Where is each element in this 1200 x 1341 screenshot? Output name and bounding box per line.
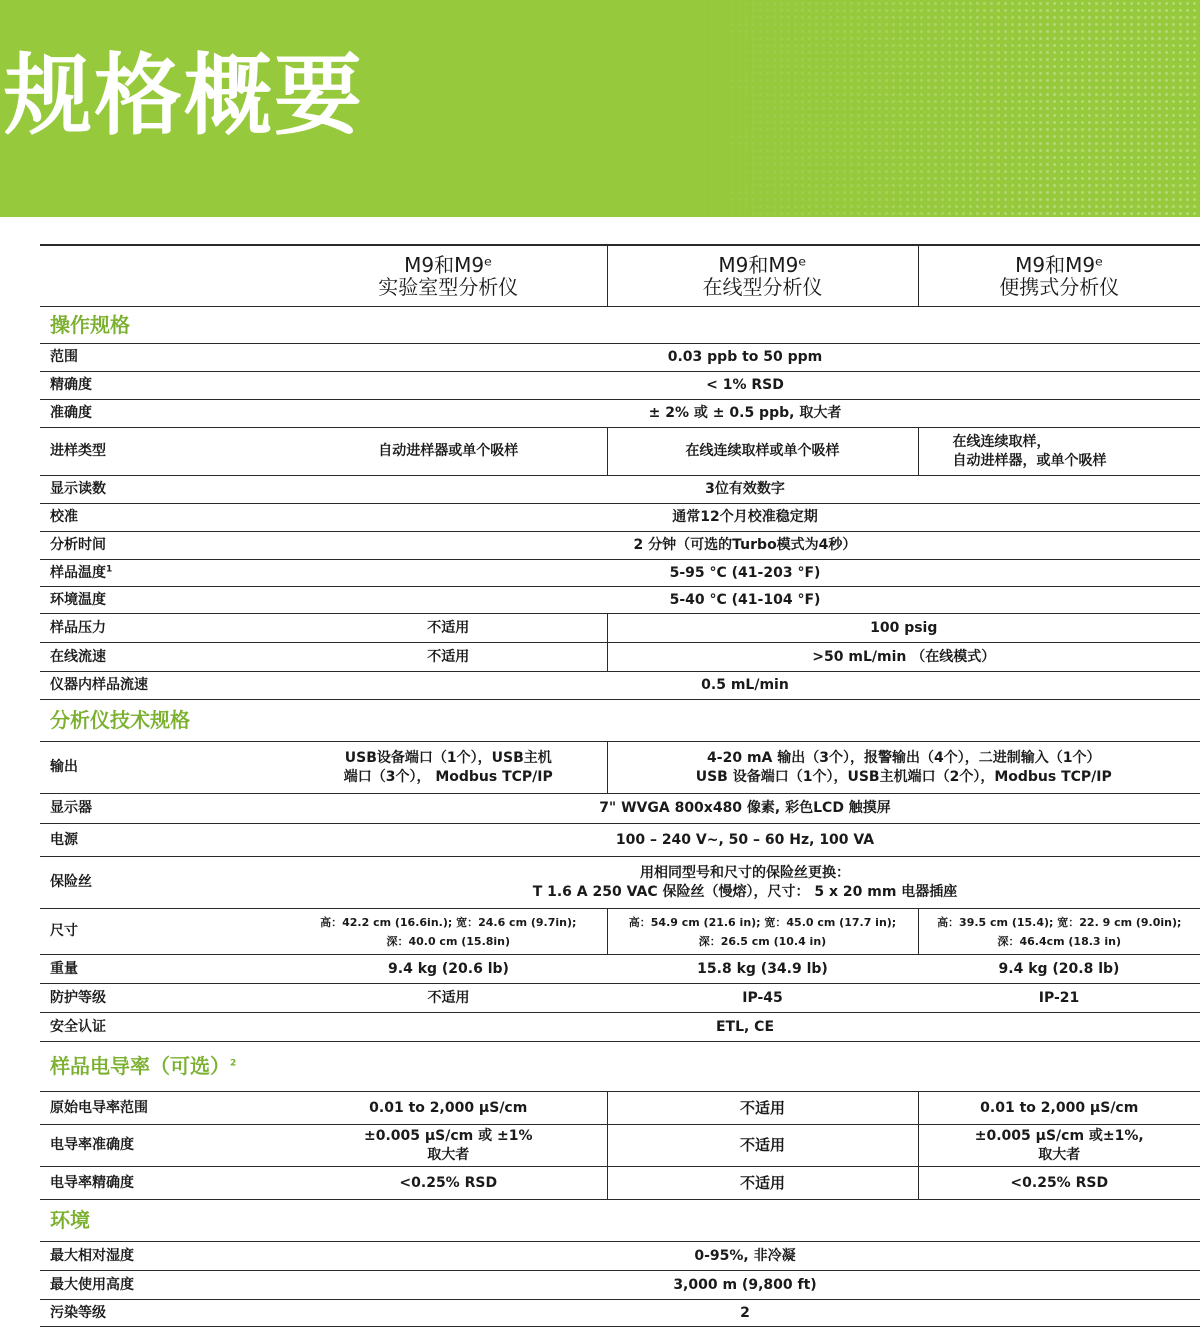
cell-online-portable: 100 psig	[607, 614, 1200, 643]
row-value: 5-40 °C (41-104 °F)	[290, 587, 1200, 614]
cell-portable-line2: 自动进样器，或单个吸样	[952, 452, 1107, 469]
table-row	[40, 476, 1200, 504]
header-portable	[918, 245, 1200, 307]
row-label: 最大相对湿度	[40, 1242, 290, 1271]
cell-online: 不适用	[607, 1125, 918, 1167]
table-row	[40, 532, 1200, 560]
cell-portable	[918, 909, 1200, 955]
cell-lab: 自动进样器或单个吸样	[290, 428, 607, 476]
cell-portable: <0.25% RSD	[918, 1167, 1200, 1200]
cell-portable-line1: 在线连续取样，	[952, 433, 1051, 450]
row-label: 显示读数	[40, 476, 290, 504]
row-value: 通常12个月校准稳定期	[290, 504, 1200, 532]
table-row	[40, 1125, 1200, 1167]
table-row	[40, 587, 1200, 614]
row-value: ETL, CE	[290, 1013, 1200, 1042]
table-row	[40, 372, 1200, 400]
cell-online: 15.8 kg (34.9 lb)	[607, 955, 918, 984]
cell-portable: 0.01 to 2,000 µS/cm	[918, 1092, 1200, 1125]
row-label: 安全认证	[40, 1013, 290, 1042]
cell-portable-line2: 取大者	[1038, 1146, 1081, 1163]
row-value	[290, 857, 1200, 909]
page-title: 规格概要	[4, 44, 365, 147]
section-title-conductivity	[40, 1042, 1200, 1092]
cell-lab: 不适用	[290, 643, 607, 672]
header-lab	[290, 245, 607, 307]
row-label: 电导率准确度	[40, 1125, 290, 1167]
table-row	[40, 560, 1200, 587]
table-header-row	[40, 245, 1200, 307]
footnote-marker: 1	[106, 563, 113, 574]
row-label: 电源	[40, 824, 290, 857]
cell-lab-line1: ±0.005 µS/cm 或 ±1%	[363, 1127, 533, 1144]
section-heading-row	[40, 1200, 1200, 1242]
row-label: 输出	[40, 742, 290, 794]
row-label: 范围	[40, 344, 290, 372]
row-label: 保险丝	[40, 857, 290, 909]
dot-pattern	[680, 0, 1200, 217]
section-heading-row	[40, 700, 1200, 742]
header-lab-line2: 实验室型分析仪	[378, 275, 519, 299]
cell-other-line1: 4-20 mA 输出（3个），报警输出（4个），二进制输入（1个）	[707, 749, 1101, 766]
section-title-operation: 操作规格	[40, 307, 1200, 344]
page-banner	[0, 0, 1200, 217]
row-value: 3,000 m (9,800 ft)	[290, 1271, 1200, 1300]
row-value: 0.03 ppb to 50 ppm	[290, 344, 1200, 372]
row-label: 样品压力	[40, 614, 290, 643]
row-value: 3位有效数字	[290, 476, 1200, 504]
row-label: 原始电导率范围	[40, 1092, 290, 1125]
row-value: 2	[290, 1300, 1200, 1327]
row-value: < 1% RSD	[290, 372, 1200, 400]
cell-online: 不适用	[607, 1092, 918, 1125]
cell-online	[607, 909, 918, 955]
row-label: 显示器	[40, 794, 290, 824]
row-label: 重量	[40, 955, 290, 984]
row-label: 校准	[40, 504, 290, 532]
cell-lab	[290, 742, 607, 794]
cell-portable: IP-21	[918, 984, 1200, 1013]
row-value: 7" WVGA 800x480 像素, 彩色LCD 触摸屏	[290, 794, 1200, 824]
row-label: 最大使用高度	[40, 1271, 290, 1300]
row-label: 环境温度	[40, 587, 290, 614]
table-row	[40, 643, 1200, 672]
cell-online: IP-45	[607, 984, 918, 1013]
table-row	[40, 1300, 1200, 1327]
table-row	[40, 400, 1200, 428]
cell-lab: 9.4 kg (20.6 lb)	[290, 955, 607, 984]
header-online-line1: M9和M9ᵉ	[718, 253, 807, 277]
cell-lab: 0.01 to 2,000 µS/cm	[290, 1092, 607, 1125]
section-heading-row	[40, 307, 1200, 344]
table-row	[40, 857, 1200, 909]
table-row	[40, 428, 1200, 476]
cell-lab	[290, 909, 607, 955]
row-label: 仪器内样品流速	[40, 672, 290, 700]
cell-portable: 9.4 kg (20.8 lb)	[918, 955, 1200, 984]
header-lab-line1: M9和M9ᵉ	[404, 253, 493, 277]
section-title-text: 样品电导率（可选）	[50, 1054, 230, 1078]
row-label: 在线流速	[40, 643, 290, 672]
row-value: 100 – 240 V~, 50 – 60 Hz, 100 VA	[290, 824, 1200, 857]
table-row	[40, 1013, 1200, 1042]
section-title-technical: 分析仪技术规格	[40, 700, 1200, 742]
table-row	[40, 1242, 1200, 1271]
section-title-environment: 环境	[40, 1200, 1200, 1242]
row-label: 分析时间	[40, 532, 290, 560]
cell-portable-line2: 深：46.4cm (18.3 in)	[997, 934, 1122, 948]
table-row	[40, 344, 1200, 372]
cell-online: 不适用	[607, 1167, 918, 1200]
row-label: 污染等级	[40, 1300, 290, 1327]
cell-online: 在线连续取样或单个吸样	[607, 428, 918, 476]
row-label: 防护等级	[40, 984, 290, 1013]
cell-other-line2: USB 设备端口（1个），USB主机端口（2个），Modbus TCP/IP	[695, 768, 1112, 785]
cell-portable-line1: 高：39.5 cm (15.4); 宽：22. 9 cm (9.0in);	[937, 915, 1182, 929]
cell-lab-line1: USB设备端口（1个），USB主机	[344, 749, 552, 766]
cell-lab: 不适用	[290, 984, 607, 1013]
row-value: 5-95 °C (41-203 °F)	[290, 560, 1200, 587]
fuse-line1: 用相同型号和尺寸的保险丝更换：	[640, 864, 850, 881]
cell-online-portable: >50 mL/min （在线模式）	[607, 643, 1200, 672]
fuse-line2: T 1.6 A 250 VAC 保险丝（慢熔），尺寸： 5 x 20 mm 电器插座	[532, 883, 958, 900]
row-label: 样品温度	[50, 564, 106, 581]
cell-lab: 不适用	[290, 614, 607, 643]
table-row	[40, 984, 1200, 1013]
section-heading-row	[40, 1042, 1200, 1092]
table-row	[40, 672, 1200, 700]
table-row	[40, 909, 1200, 955]
table-row	[40, 794, 1200, 824]
table-row	[40, 1271, 1200, 1300]
row-value: 0.5 mL/min	[290, 672, 1200, 700]
cell-portable-line1: ±0.005 µS/cm 或±1%,	[974, 1127, 1144, 1144]
table-row	[40, 742, 1200, 794]
row-value: 0-95%, 非冷凝	[290, 1242, 1200, 1271]
spec-table	[40, 244, 1200, 1327]
cell-portable	[918, 428, 1200, 476]
table-row	[40, 1092, 1200, 1125]
cell-online-line1: 高：54.9 cm (21.6 in); 宽：45.0 cm (17.7 in);	[628, 915, 897, 929]
cell-online-line2: 深：26.5 cm (10.4 in)	[698, 934, 827, 948]
table-row	[40, 955, 1200, 984]
table-row	[40, 824, 1200, 857]
row-value: ± 2% 或 ± 0.5 ppb, 取大者	[290, 400, 1200, 428]
header-online	[607, 245, 918, 307]
cell-lab-line2: 端口（3个）， Modbus TCP/IP	[343, 768, 553, 785]
footnote-marker: 2	[230, 1058, 237, 1069]
cell-lab	[290, 1125, 607, 1167]
cell-lab: <0.25% RSD	[290, 1167, 607, 1200]
row-label: 尺寸	[40, 909, 290, 955]
cell-lab-line2: 取大者	[427, 1146, 470, 1163]
cell-lab-line2: 深：40.0 cm (15.8in)	[386, 934, 511, 948]
row-label: 准确度	[40, 400, 290, 428]
cell-lab-line1: 高：42.2 cm (16.6in.); 宽：24.6 cm (9.7in);	[320, 915, 577, 929]
header-online-line2: 在线型分析仪	[702, 275, 823, 299]
cell-portable	[918, 1125, 1200, 1167]
cell-online-portable	[607, 742, 1200, 794]
table-row	[40, 614, 1200, 643]
row-value: 2 分钟（可选的Turbo模式为4秒）	[290, 532, 1200, 560]
table-row	[40, 1167, 1200, 1200]
row-label: 进样类型	[40, 428, 290, 476]
header-empty-cell	[40, 245, 290, 307]
table-row	[40, 504, 1200, 532]
row-label: 精确度	[40, 372, 290, 400]
header-portable-line2: 便携式分析仪	[999, 275, 1120, 299]
row-label-with-note	[40, 560, 290, 587]
row-label: 电导率精确度	[40, 1167, 290, 1200]
header-portable-line1: M9和M9ᵉ	[1015, 253, 1104, 277]
